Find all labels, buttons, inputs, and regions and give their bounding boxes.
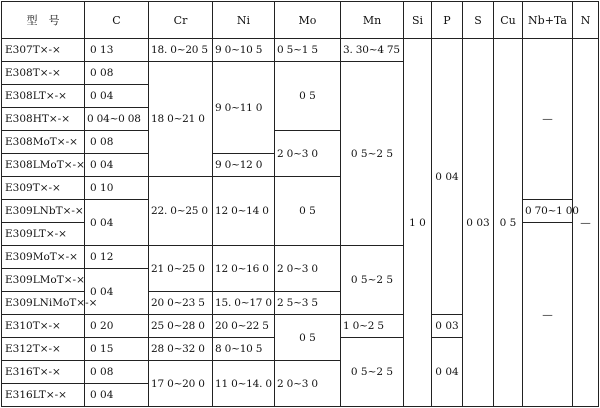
ni-cell: 8 0~10 5 — [213, 338, 275, 361]
nbta-cell: 0 70~1 00 — [523, 200, 573, 223]
c-cell: 0 04 — [85, 384, 149, 407]
model-cell: E308LT×-× — [2, 85, 85, 108]
header-s: S — [463, 2, 494, 39]
mo-cell: 2 0~3 0 — [275, 246, 341, 292]
header-model: 型 号 — [2, 2, 85, 39]
model-cell: E308T×-× — [2, 62, 85, 85]
model-cell: E309LNiMoT×-× — [2, 292, 85, 315]
cr-cell: 21 0~25 0 — [149, 246, 213, 292]
c-cell: 0 04 — [85, 200, 149, 246]
ni-cell: 12 0~14 0 — [213, 177, 275, 246]
ni-cell: 15. 0~17 0 — [213, 292, 275, 315]
mn-cell: 0 5~2 5 — [341, 62, 404, 246]
header-ni: Ni — [213, 2, 275, 39]
header-mn: Mn — [341, 2, 404, 39]
cr-cell: 18. 0~20 5 — [149, 39, 213, 62]
header-n: N — [573, 2, 599, 39]
c-cell: 0 20 — [85, 315, 149, 338]
p-cell: 0 04 — [432, 338, 463, 407]
nbta-cell: — — [523, 39, 573, 200]
model-cell: E307T×-× — [2, 39, 85, 62]
mn-cell: 0 5~2 5 — [341, 246, 404, 315]
table-row — [2, 39, 599, 62]
mo-cell: 0 5 — [275, 62, 341, 131]
mn-cell: 0 5~2 5 — [341, 338, 404, 407]
model-cell: E308LMoT×-× — [2, 154, 85, 177]
model-cell: E312T×-× — [2, 338, 85, 361]
model-cell: E310T×-× — [2, 315, 85, 338]
p-cell: 0 03 — [432, 315, 463, 338]
mo-cell: 0 5 — [275, 315, 341, 361]
ni-cell: 9 0~11 0 — [213, 62, 275, 154]
cr-cell: 22. 0~25 0 — [149, 177, 213, 246]
n-cell: — — [573, 39, 599, 407]
header-nbta: Nb+Ta — [523, 2, 573, 39]
cr-cell: 20 0~23 5 — [149, 292, 213, 315]
c-cell: 0 04~0 08 — [85, 108, 149, 131]
model-cell: E308HT×-× — [2, 108, 85, 131]
header-c: C — [85, 2, 149, 39]
cr-cell: 18 0~21 0 — [149, 62, 213, 177]
header-cu: Cu — [494, 2, 523, 39]
s-cell: 0 03 — [463, 39, 494, 407]
header-row — [2, 2, 599, 39]
c-cell: 0 12 — [85, 246, 149, 269]
c-cell: 0 04 — [85, 154, 149, 177]
mo-cell: 2 0~3 0 — [275, 361, 341, 407]
model-cell: E316T×-× — [2, 361, 85, 384]
model-cell: E316LT×-× — [2, 384, 85, 407]
si-cell: 1 0 — [404, 39, 432, 407]
c-cell: 0 08 — [85, 361, 149, 384]
nbta-cell: — — [523, 223, 573, 407]
header-si: Si — [404, 2, 432, 39]
c-cell: 0 13 — [85, 39, 149, 62]
header-cr: Cr — [149, 2, 213, 39]
model-cell: E308MoT×-× — [2, 131, 85, 154]
c-cell: 0 08 — [85, 131, 149, 154]
mn-cell: 3. 30~4 75 — [341, 39, 404, 62]
model-cell: E309MoT×-× — [2, 246, 85, 269]
c-cell: 0 08 — [85, 62, 149, 85]
header-p: P — [432, 2, 463, 39]
model-cell: E309LNbT×-× — [2, 200, 85, 223]
cr-cell: 25 0~28 0 — [149, 315, 213, 338]
model-cell: E309T×-× — [2, 177, 85, 200]
mo-cell: 2 0~3 0 — [275, 131, 341, 177]
c-cell: 0 04 — [85, 85, 149, 108]
ni-cell: 9 0~12 0 — [213, 154, 275, 177]
p-cell: 0 04 — [432, 39, 463, 315]
mo-cell: 0 5 — [275, 177, 341, 246]
header-mo: Mo — [275, 2, 341, 39]
ni-cell: 11 0~14. 0 — [213, 361, 275, 407]
mn-cell: 1 0~2 5 — [341, 315, 404, 338]
model-cell: E309LT×-× — [2, 223, 85, 246]
mo-cell: 2 5~3 5 — [275, 292, 341, 315]
mo-cell: 0 5~1 5 — [275, 39, 341, 62]
cr-cell: 28 0~32 0 — [149, 338, 213, 361]
ni-cell: 12 0~16 0 — [213, 246, 275, 292]
cu-cell: 0 5 — [494, 39, 523, 407]
c-cell: 0 04 — [85, 269, 149, 315]
ni-cell: 20 0~22 5 — [213, 315, 275, 338]
ni-cell: 9 0~10 5 — [213, 39, 275, 62]
model-cell: E309LMoT×-× — [2, 269, 85, 292]
composition-table — [1, 1, 599, 407]
c-cell: 0 10 — [85, 177, 149, 200]
c-cell: 0 15 — [85, 338, 149, 361]
cr-cell: 17 0~20 0 — [149, 361, 213, 407]
